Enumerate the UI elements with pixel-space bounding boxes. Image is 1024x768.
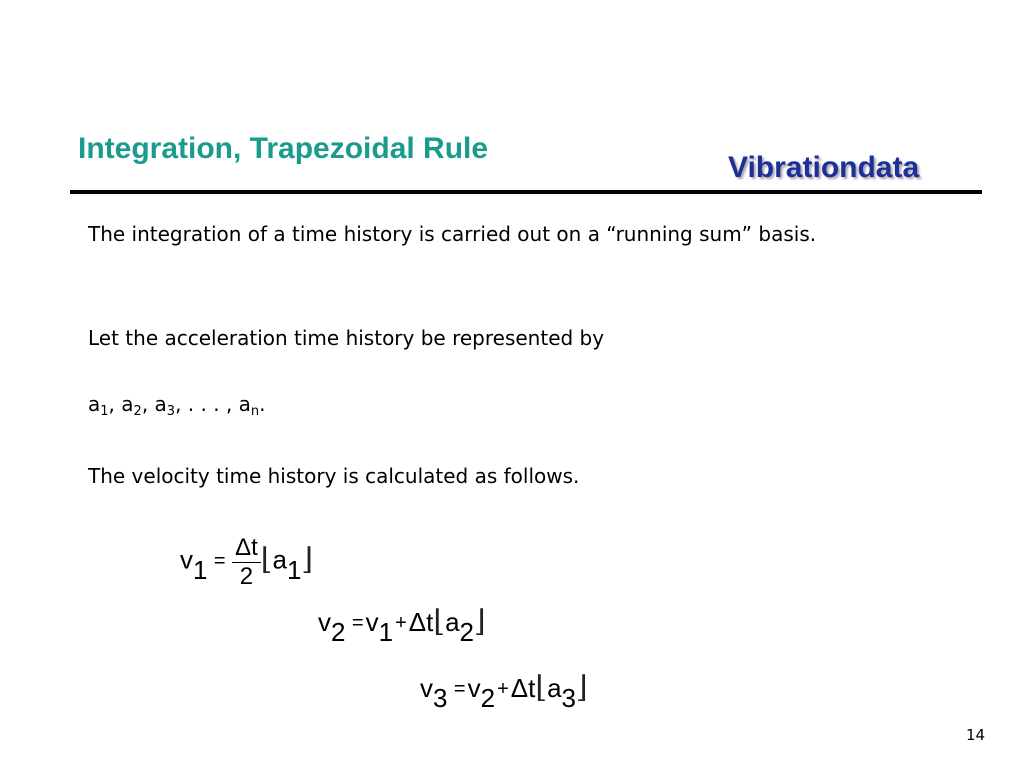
seq-sep-2: , [141, 392, 155, 416]
eq3-equals: = [453, 678, 466, 700]
seq-a1: a [88, 392, 101, 416]
seq-ellipsis: , . . . , [175, 392, 239, 416]
seq-an: a [238, 392, 251, 416]
eq1-lbracket: ⌊ [260, 541, 273, 577]
seq-a2: a [121, 392, 134, 416]
seq-a3-sub: 3 [166, 404, 176, 419]
eq3-dt: Δt [510, 673, 536, 703]
seq-a2-sub: 2 [133, 404, 142, 419]
eq2-equals: = [351, 612, 364, 634]
eq1-a-sub: 1 [286, 554, 302, 585]
seq-a3: a [154, 392, 167, 416]
equation-v2 [318, 604, 486, 647]
eq3-rbracket: ⌋ [576, 670, 588, 705]
eq3-a-sub: 3 [561, 683, 577, 713]
equation-v3 [420, 670, 588, 713]
eq2-dt: Δt [408, 607, 434, 637]
brand-logo: Vibrationdata [728, 151, 920, 184]
eq2-lhs: v [318, 607, 331, 637]
eq1-a: a [272, 544, 287, 575]
eq3-lhs: v [420, 673, 433, 703]
eq2-plus: + [395, 612, 407, 634]
eq2-lhs-sub: 2 [331, 617, 346, 647]
eq2-a: a [445, 607, 460, 637]
eq3-lhs-sub: 3 [433, 683, 448, 713]
page-number: 14 [966, 726, 986, 744]
eq1-denominator: 2 [239, 563, 254, 590]
slide-title: Integration, Trapezoidal Rule [78, 132, 489, 165]
eq1-lhs-sub: 1 [193, 554, 208, 585]
intro-paragraph: The integration of a time history is carried out on a “running sum” basis. [88, 222, 817, 246]
acceleration-paragraph: Let the acceleration time history be represented by [88, 326, 605, 350]
equation-v1 [180, 536, 313, 593]
eq3-a: a [547, 673, 562, 703]
eq2-v: v [365, 607, 379, 637]
eq3-lbracket: ⌊ [535, 670, 548, 705]
velocity-paragraph: The velocity time history is calculated as follows. [88, 464, 580, 488]
eq3-v: v [467, 673, 481, 703]
eq2-v-sub: 1 [378, 617, 394, 647]
eq1-equals: = [213, 549, 226, 572]
seq-end: . [259, 392, 266, 416]
eq2-a-sub: 2 [459, 617, 475, 647]
seq-an-sub: n [250, 404, 260, 419]
acceleration-sequence [88, 389, 266, 419]
title-divider [70, 190, 982, 194]
eq2-rbracket: ⌋ [474, 604, 486, 639]
eq1-numerator: Δt [232, 534, 261, 563]
seq-sep-1: , [108, 392, 122, 416]
eq2-lbracket: ⌊ [433, 604, 446, 639]
eq1-rbracket: ⌋ [301, 541, 314, 577]
seq-a1-sub: 1 [100, 404, 109, 419]
eq1-lhs: v [180, 544, 193, 575]
eq3-v-sub: 2 [480, 683, 496, 713]
eq3-plus: + [497, 678, 509, 700]
eq1-fraction [232, 534, 261, 591]
